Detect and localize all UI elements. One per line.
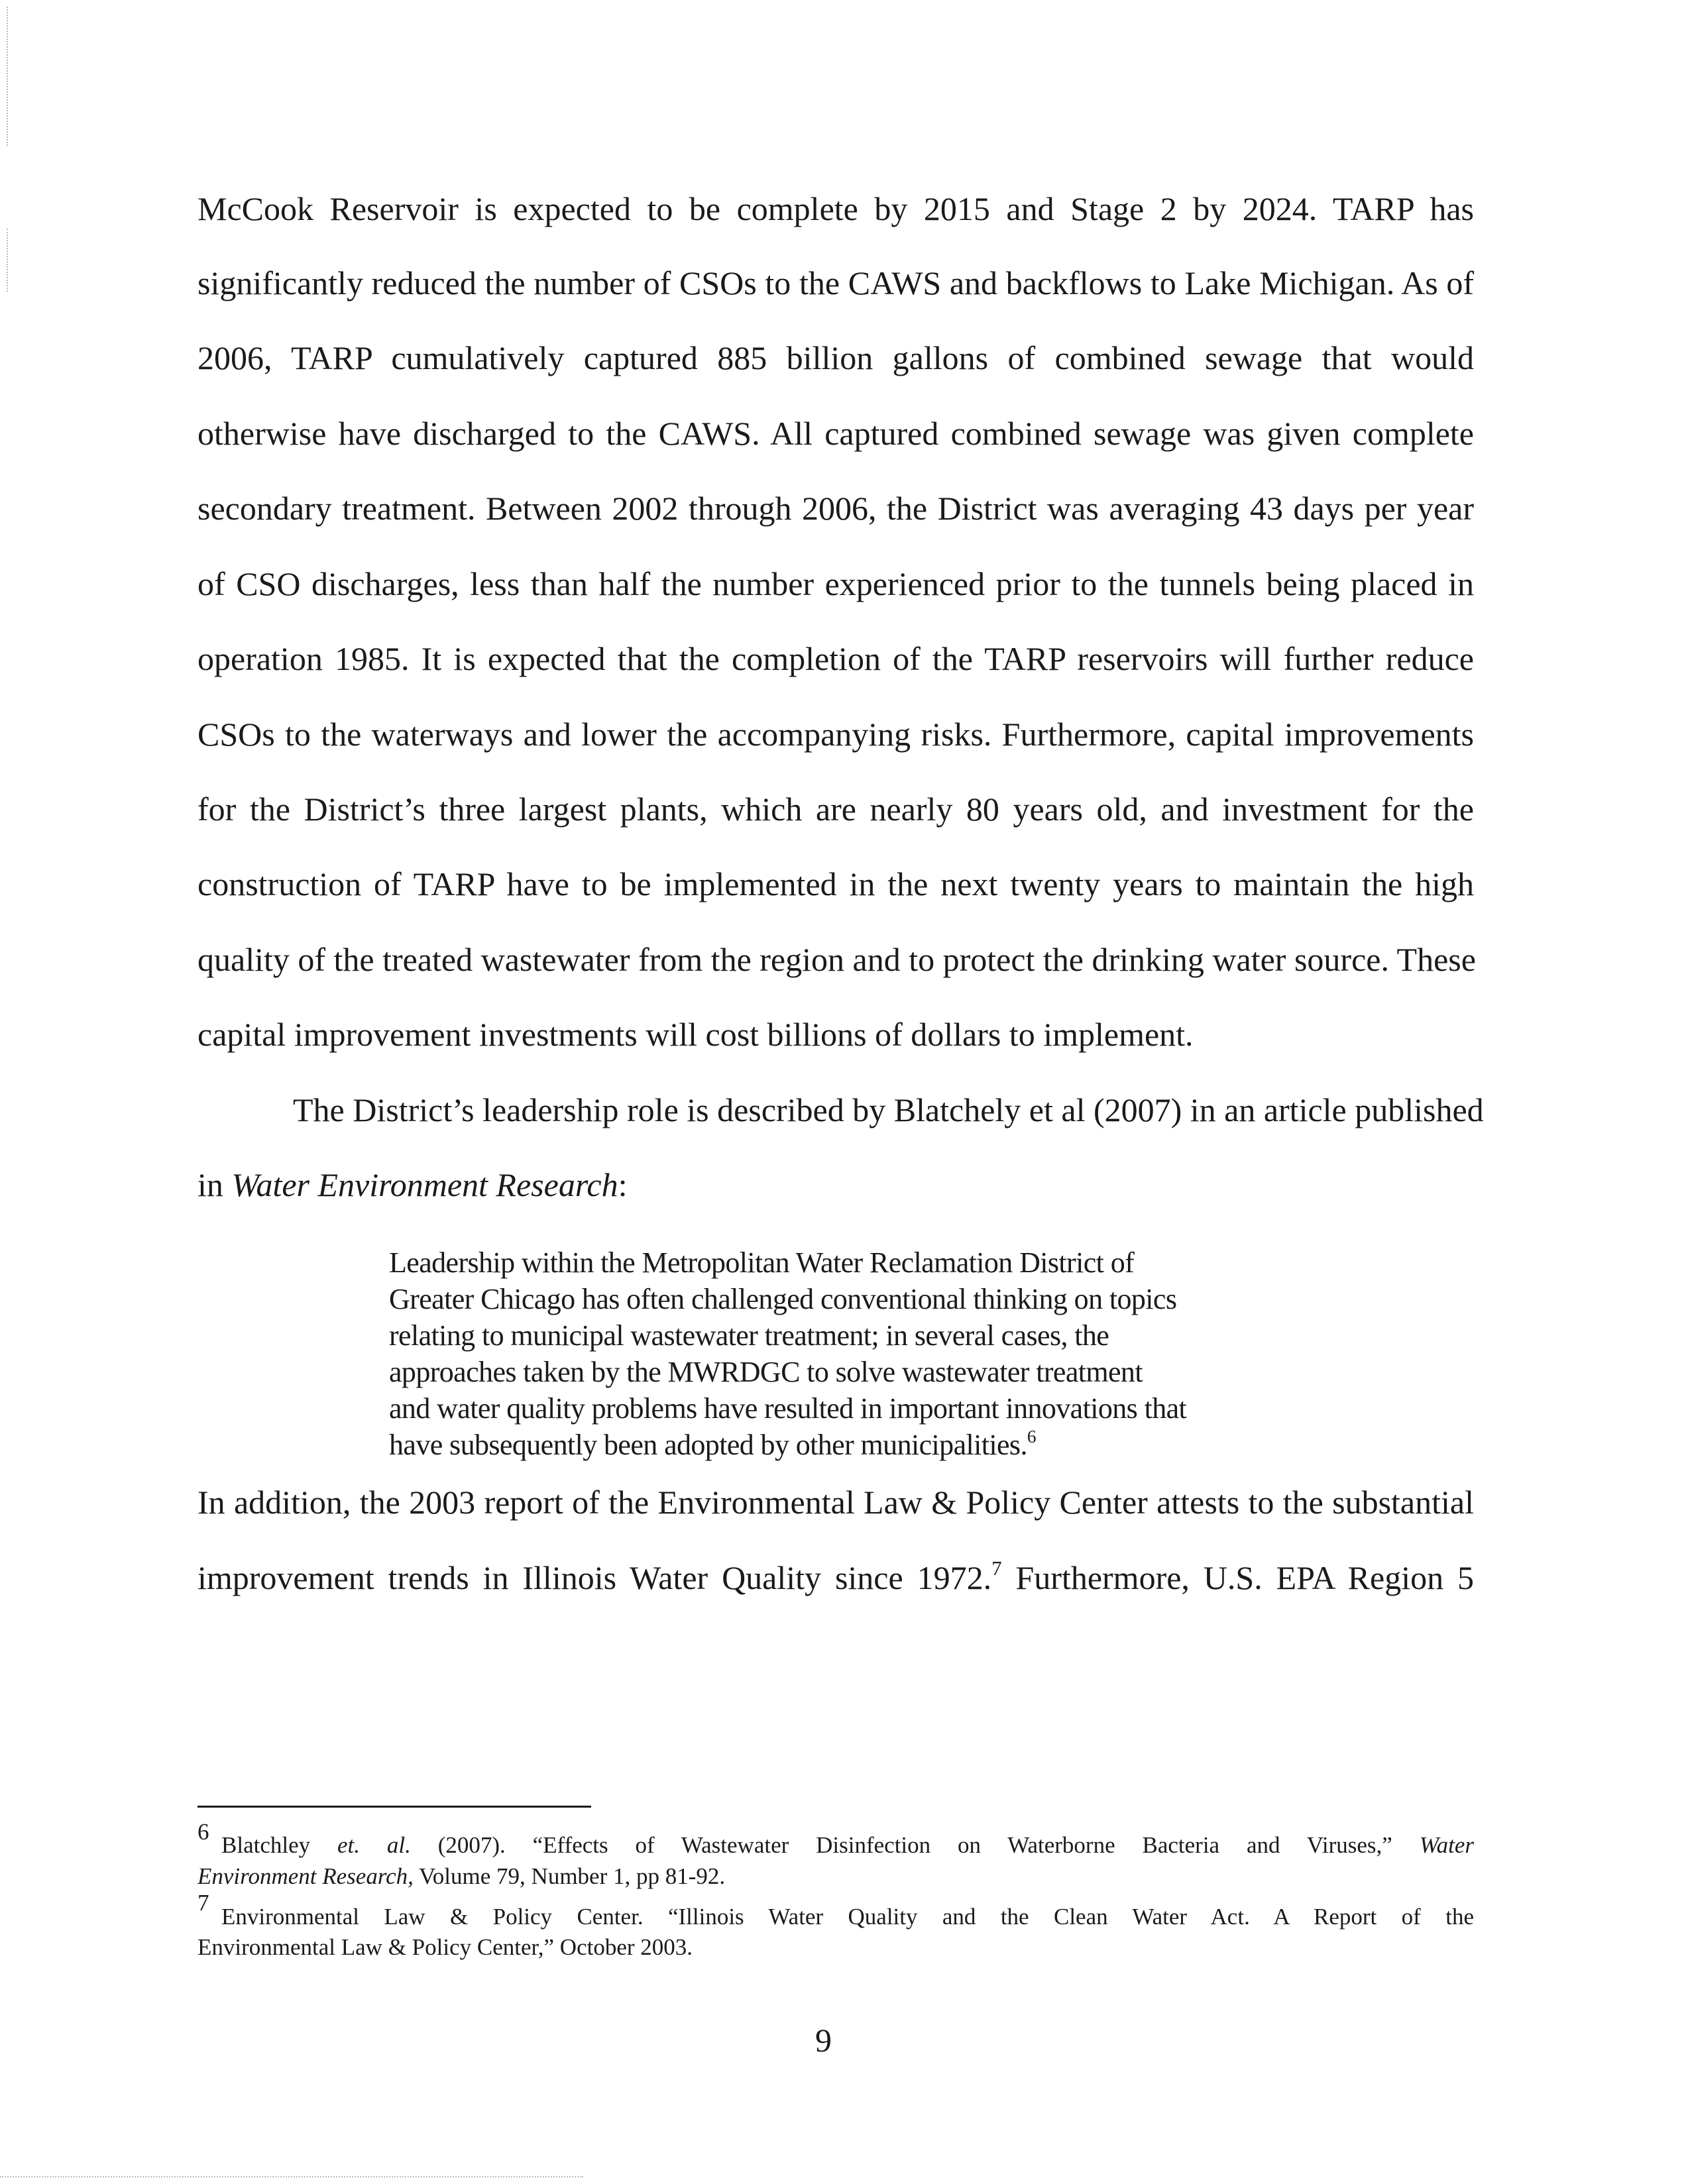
quote-line: relating to municipal wastewater treatment; in several cases, the [389, 1319, 1109, 1352]
text-span: improvement trends in Illinois Water Quality since 1972. [197, 1559, 992, 1596]
scan-edge-mark [7, 7, 8, 146]
scan-edge-mark [7, 229, 8, 292]
footnote-line: Environment Research, Volume 79, Number 1, pp 81-92. [197, 1863, 726, 1889]
footnote-ref: 6 [1027, 1426, 1036, 1447]
footnote-separator [197, 1806, 591, 1808]
quote-line [389, 1428, 1036, 1462]
text-line [197, 1166, 628, 1204]
text-line: secondary treatment. Between 2002 through 2006, the District was averaging 43 days per year [197, 490, 1474, 527]
text-line: for the District’s three largest plants, which are nearly 80 years old, and investment for the [197, 791, 1474, 828]
quote-line: Leadership within the Metropolitan Water Reclamation District of [389, 1246, 1135, 1279]
footnote-number: 7 [197, 1890, 209, 1916]
text-span: in [197, 1166, 232, 1203]
scan-edge-mark [0, 2176, 583, 2177]
text-span: have subsequently been adopted by other municipalities. [389, 1429, 1027, 1461]
footnote-line: Blatchley et. al. (2007). “Effects of Wastewater Disinfection on Waterborne Bacteria and Viruses,” Water [221, 1832, 1475, 1858]
footnote-ref: 7 [991, 1556, 1002, 1580]
text-line: of CSO discharges, less than half the number experienced prior to the tunnels being placed in [197, 565, 1474, 602]
text-line: In addition, the 2003 report of the Environmental Law & Policy Center attests to the substantial [197, 1484, 1474, 1521]
footnote-line: Environmental Law & Policy Center,” October 2003. [197, 1934, 693, 1960]
text-line: 2006, TARP cumulatively captured 885 billion gallons of combined sewage that would [197, 339, 1474, 376]
footnote-line: Environmental Law & Policy Center. “Illinois Water Quality and the Clean Water Act. A Report of the [221, 1904, 1474, 1930]
text-line [197, 1558, 1474, 1597]
text-line: capital improvement investments will cost billions of dollars to implement. [197, 1016, 1194, 1053]
text-line: CSOs to the waterways and lower the accompanying risks. Furthermore, capital improvements [197, 716, 1474, 753]
journal-title: Water Environment Research [231, 1166, 618, 1203]
text-line: McCook Reservoir is expected to be complete by 2015 and Stage 2 by 2024. TARP has [197, 190, 1474, 227]
text-span: Furthermore, U.S. EPA Region 5 [1001, 1559, 1474, 1596]
text-line: operation 1985. It is expected that the completion of the TARP reservoirs will further reduce [197, 640, 1474, 677]
text-line: quality of the treated wastewater from the region and to protect the drinking water source. These [197, 941, 1476, 978]
quote-line: and water quality problems have resulted in important innovations that [389, 1392, 1187, 1425]
text-line: construction of TARP have to be implemented in the next twenty years to maintain the high [197, 865, 1474, 902]
text-line: The District’s leadership role is described by Blatchely et al (2007) in an article published [293, 1091, 1484, 1128]
text-line: otherwise have discharged to the CAWS. All captured combined sewage was given complete [197, 415, 1474, 452]
text-span: : [618, 1166, 628, 1203]
text-line: significantly reduced the number of CSOs to the CAWS and backflows to Lake Michigan. As of [197, 264, 1474, 301]
page-number: 9 [815, 2022, 832, 2059]
footnote-number: 6 [197, 1819, 209, 1845]
quote-line: approaches taken by the MWRDGC to solve wastewater treatment [389, 1356, 1143, 1388]
quote-line: Greater Chicago has often challenged conventional thinking on topics [389, 1283, 1177, 1315]
